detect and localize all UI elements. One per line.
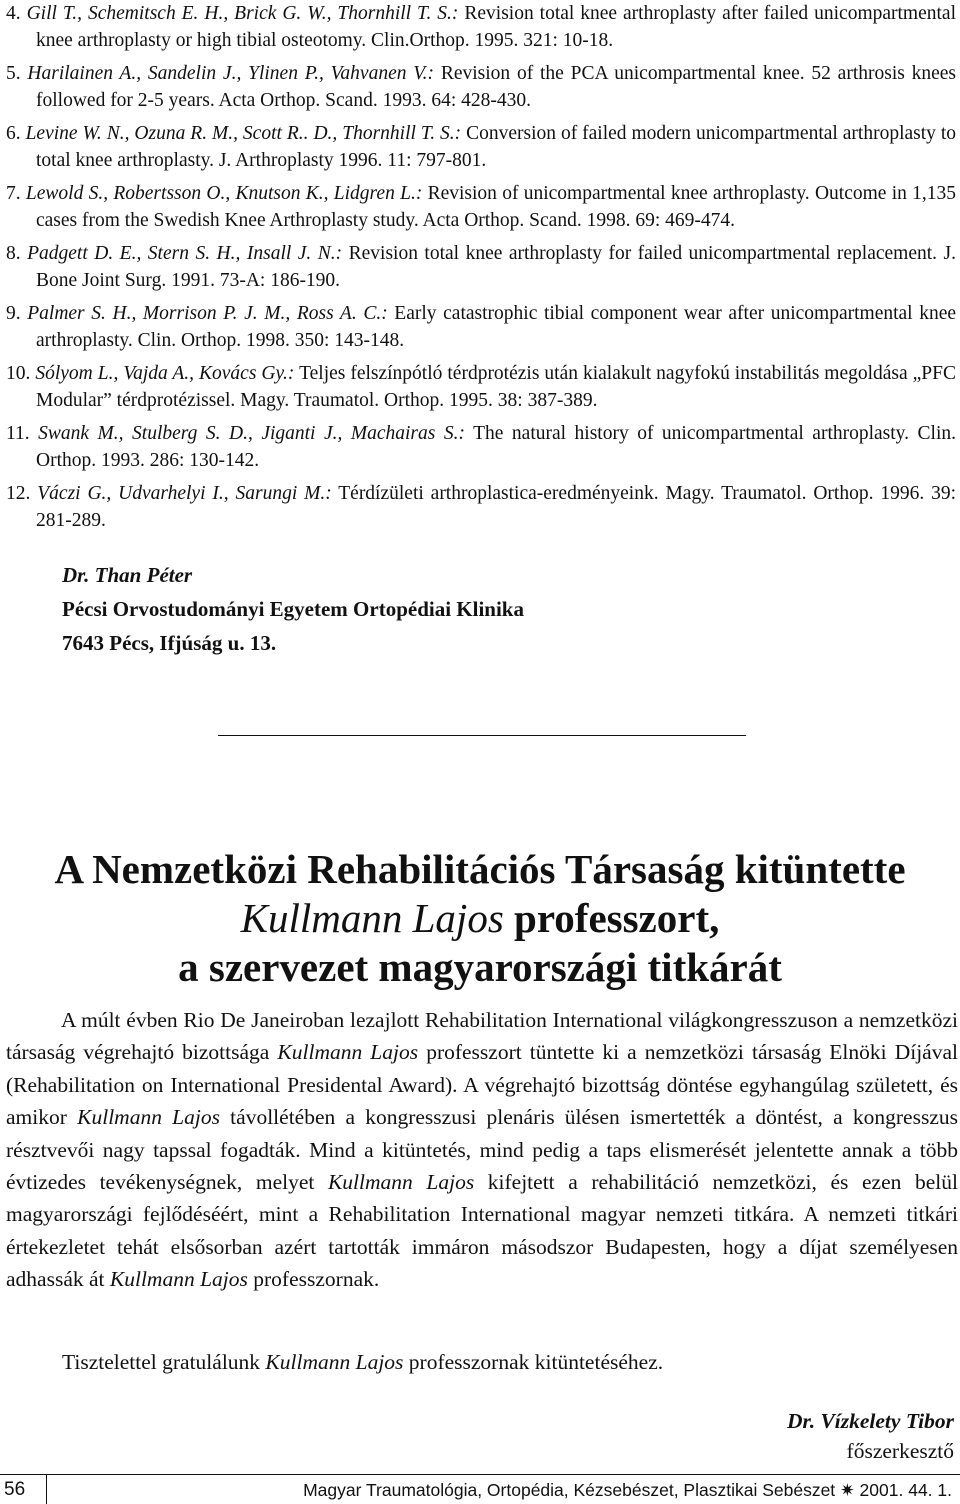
signature-name: Dr. Vízkelety Tibor [786, 1409, 954, 1433]
reference-text: Revision total knee arthroplasty for failed unicompartmental replacement. J. Bone Joint Surg. 1991. 73-A: 186-190. [36, 243, 956, 291]
author-name: Dr. Than Péter [62, 563, 193, 587]
reference-authors: Sólyom L., Vajda A., Kovács Gy.: [35, 363, 295, 384]
page-number: 56 [4, 1479, 26, 1500]
reference-number: 9. [6, 303, 21, 324]
footer-rule [0, 1474, 960, 1475]
reference-text: Revision of unicompartmental knee arthroplasty. Outcome in 1,135 cases from the Swedish Knee Arthroplasty study. Acta Orthop. Scand. 1998. 69: 469-474. [36, 183, 957, 231]
reference-number: 6. [6, 123, 21, 144]
author-contact-block [62, 558, 524, 660]
person-name: Kullmann Lajos [109, 1267, 248, 1292]
reference-text: Revision of the PCA unicompartmental knee. 52 arthrosis knees followed for 2-5 years. Acta Orthop. Scand. 1993. 64: 428-430. [36, 63, 957, 111]
title-line-2 [0, 894, 960, 943]
reference-item [6, 300, 956, 354]
reference-authors: Lewold S., Robertsson O., Knutson K., Lidgren L.: [25, 183, 423, 204]
title-line-1: A Nemzetközi Rehabilitációs Társaság kitüntette [54, 846, 906, 892]
reference-list [6, 0, 956, 540]
reference-number: 5. [6, 63, 21, 84]
reference-item [6, 480, 956, 534]
reference-text: Teljes felszínpótló térdprotézis után kialakult nagyfokú instabilitás megoldása „PFC Modular” térdprotézissel. Magy. Traumatol. Orthop. 1995. 38: 387-389. [36, 363, 956, 411]
body-text: távollétében a kongresszusi plenáris ülésen ismertették a döntést, a kongresszus résztvevői nagy tapssal fogadták. Mind a kitüntetés, mind pedig a taps elismerését jelentette annak a több évtizedes tevékenységnek, melyet [6, 1105, 958, 1195]
reference-number: 11. [6, 423, 30, 444]
reference-authors: Palmer S. H., Morrison P. J. M., Ross A. C.: [27, 303, 388, 324]
body-text: professzornak. [247, 1267, 380, 1292]
title-name: Kullmann Lajos [240, 895, 504, 941]
closing-text: professzornak kitüntetéséhez. [403, 1350, 664, 1374]
reference-text: Térdízületi arthroplastica-eredményeink. Magy. Traumatol. Orthop. 1996. 39: 281-289. [36, 483, 957, 531]
reference-item [6, 420, 956, 474]
reference-authors: Váczi G., Udvarhelyi I., Sarungi M.: [37, 483, 332, 504]
journal-citation: Magyar Traumatológia, Ortopédia, Kézsebészet, Plasztikai Sebészet ✷ 2001. 44. 1. [303, 1480, 952, 1500]
reference-number: 7. [6, 183, 21, 204]
person-name: Kullmann Lajos [327, 1170, 475, 1195]
reference-authors: Levine W. N., Ozuna R. M., Scott R.. D., Thornhill T. S.: [25, 123, 462, 144]
person-name: Kullmann Lajos [277, 1040, 419, 1065]
footer-separator [46, 1474, 47, 1504]
title-line-2-rest: professzort, [503, 895, 720, 941]
article-title [0, 845, 960, 992]
reference-number: 8. [6, 243, 21, 264]
reference-text: Revision total knee arthroplasty after failed unicompartmental knee arthroplasty or high tibial osteotomy. Clin.Orthop. 1995. 321: 10-18. [36, 3, 956, 51]
title-line-3: a szervezet magyarországi titkárát [178, 944, 782, 990]
reference-text: The natural history of unicompartmental arthroplasty. Clin. Orthop. 1993. 286: 130-142. [36, 423, 956, 471]
reference-number: 10. [6, 363, 31, 384]
signature-role: főszerkesztő [846, 1439, 954, 1463]
reference-item [6, 0, 956, 54]
person-name: Kullmann Lajos [265, 1350, 404, 1374]
body-text: A múlt évben Rio De Janeiroban lezajlott Rehabilitation International világkongresszuson a nemzetközi társaság végrehajtó bizottsága [6, 1008, 958, 1065]
reference-item [6, 360, 956, 414]
section-divider [218, 735, 746, 736]
body-text: kifejtett a rehabilitáció nemzetközi, és ezen belül magyarországi fejlődéséért, mint a Rehabilitation International magyar nemzeti titkára. A nemzeti titkári értekezletet tehát elsősorban azért tartották immáron másodszor Budapesten, hogy a díjat személyesen adhassák át [6, 1170, 958, 1292]
reference-item [6, 120, 956, 174]
page-footer [0, 1474, 960, 1504]
closing-text: Tisztelettel gratulálunk [62, 1350, 266, 1374]
reference-item [6, 240, 956, 294]
author-address: 7643 Pécs, Ifjúság u. 13. [62, 631, 277, 655]
body-paragraph [6, 1004, 958, 1296]
person-name: Kullmann Lajos [77, 1105, 220, 1130]
editor-signature [787, 1406, 954, 1466]
article-body [6, 1004, 958, 1296]
reference-authors: Gill T., Schemitsch E. H., Brick G. W., Thornhill T. S.: [26, 3, 459, 24]
reference-text: Conversion of failed modern unicompartmental arthroplasty to total knee arthroplasty. J. Arthroplasty 1996. 11: 797-801. [36, 123, 956, 171]
reference-authors: Harilainen A., Sandelin J., Ylinen P., Vahvanen V.: [27, 63, 435, 84]
body-text: professzort tüntette ki a nemzetközi társaság Elnöki Díjával (Rehabilitation on International Presidental Award). A végrehajtó bizottság döntése egyhangúlag született, és amikor [6, 1040, 958, 1130]
closing-line [62, 1346, 663, 1378]
reference-authors: Padgett D. E., Stern S. H., Insall J. N.: [27, 243, 343, 264]
reference-number: 12. [6, 483, 31, 504]
reference-item [6, 60, 956, 114]
reference-authors: Swank M., Stulberg S. D., Jiganti J., Machairas S.: [38, 423, 465, 444]
author-institution: Pécsi Orvostudományi Egyetem Ortopédiai Klinika [62, 597, 524, 621]
reference-item [6, 180, 956, 234]
reference-number: 4. [6, 3, 21, 24]
reference-text: Early catastrophic tibial component wear after unicompartmental knee arthroplasty. Clin. Orthop. 1998. 350: 143-148. [36, 303, 957, 351]
